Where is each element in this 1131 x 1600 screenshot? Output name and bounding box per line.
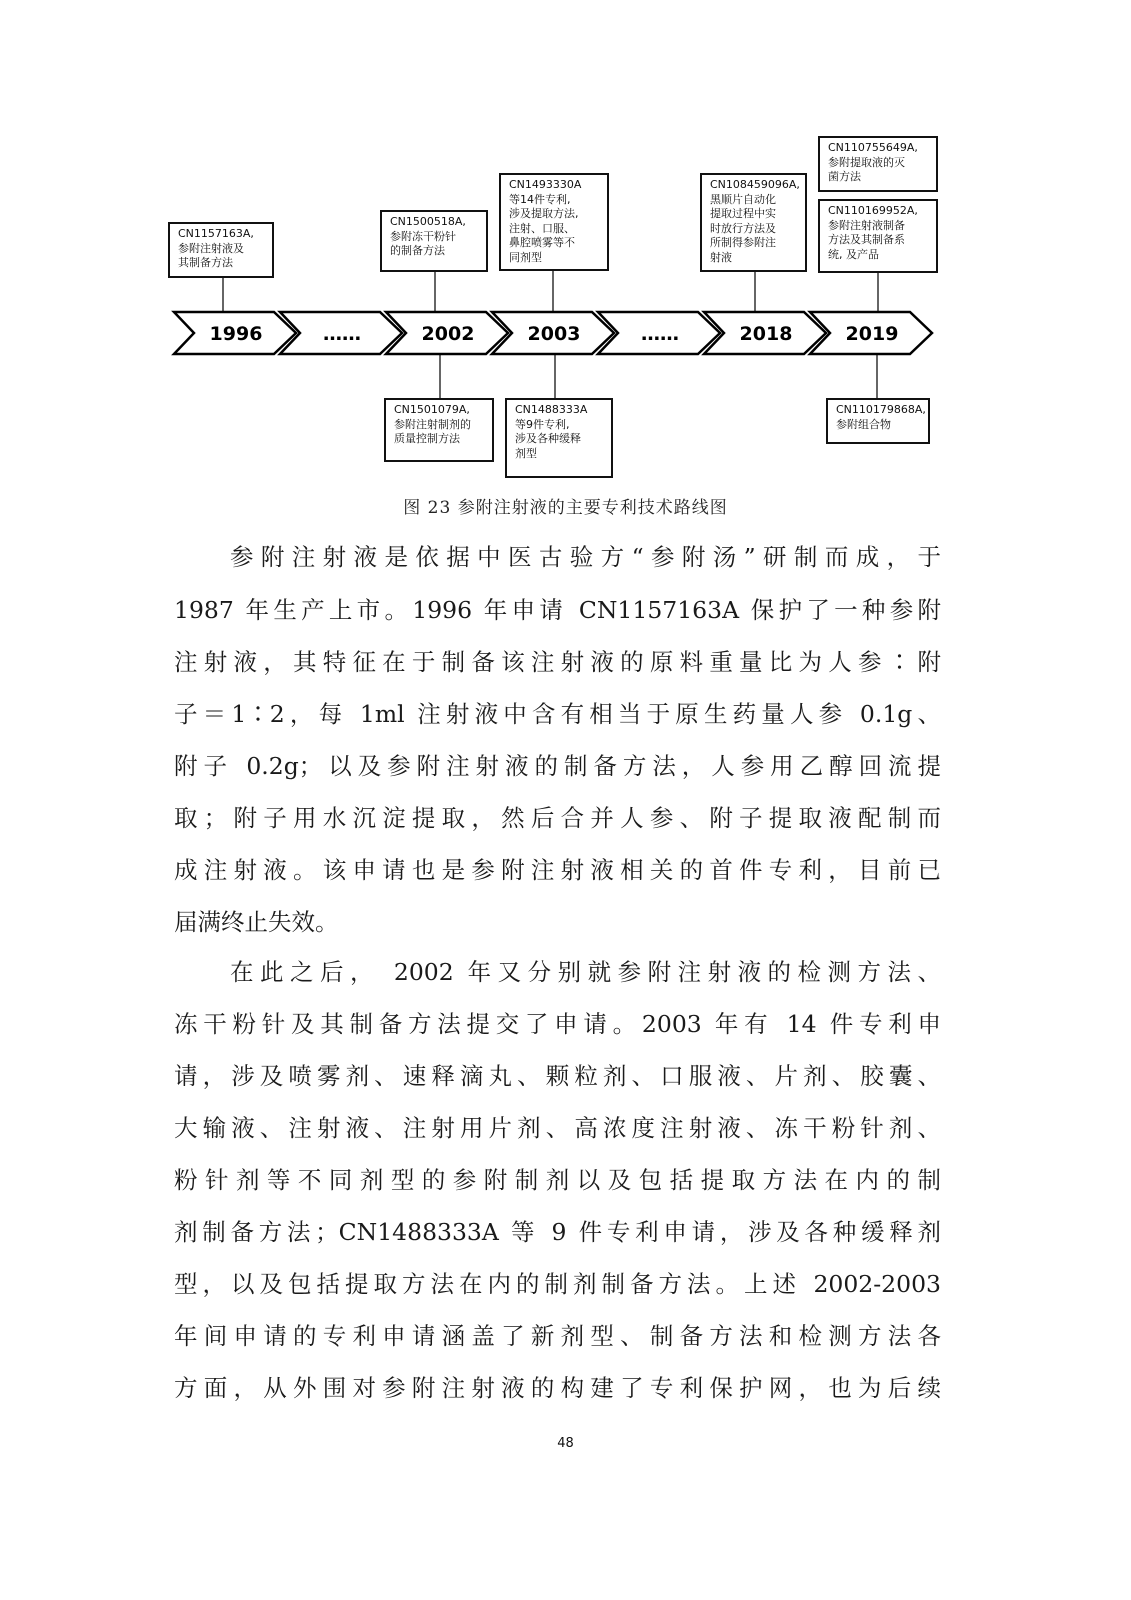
patent-line: CN1500518A, (390, 215, 466, 228)
patent-box-2019-bottom (826, 398, 930, 444)
patent-box-2003-top (499, 173, 609, 271)
year-chevrons (174, 312, 932, 354)
body-line: 年间申请的专利申请涵盖了新剂型、制备方法和检测方法各 (174, 1322, 941, 1350)
body-line: 子＝1∶2，每 1ml 注射液中含有相当于原生药量人参 0.1g、 (174, 700, 941, 728)
body-line: 成注射液。该申请也是参附注射液相关的首件专利，目前已 (174, 856, 941, 884)
body-line: 冻干粉针及其制备方法提交了申请。2003 年有 14 件专利申 (174, 1010, 941, 1038)
patent-line: 同剂型 (509, 250, 542, 264)
body-line: 型，以及包括提取方法在内的制剂制备方法。上述 2002-2003 (174, 1270, 941, 1298)
patent-line: 方法及其制备系 (828, 233, 905, 246)
body-line: 参附注射液是依据中医古验方“参附汤”研制而成，于 (230, 543, 941, 571)
body-line: 粉针剂等不同剂型的参附制剂以及包括提取方法在内的制 (174, 1166, 941, 1194)
year-label: 2019 (845, 323, 899, 345)
patent-line: 射液 (710, 250, 732, 264)
year-label: 1996 (209, 323, 263, 345)
patent-line: 等9件专利, (515, 417, 570, 431)
patent-line: 等14件专利, (509, 192, 571, 206)
patent-line: CN110755649A, (828, 141, 918, 154)
patent-line: 统, 及产品 (828, 247, 879, 261)
patent-box-2002-bottom (384, 398, 494, 462)
patent-line: 其制备方法 (178, 256, 233, 269)
page-number: 48 (557, 1436, 574, 1451)
patent-line: 菌方法 (828, 170, 861, 183)
patent-line: 涉及提取方法, (509, 207, 579, 220)
patent-line: 鼻腔喷雾等不 (509, 236, 575, 249)
patent-line: CN108459096A, (710, 178, 800, 191)
patent-line: 参附组合物 (836, 417, 891, 431)
year-label: …… (641, 323, 679, 345)
patent-line: 黑顺片自动化 (710, 192, 776, 206)
patent-line: 注射、口服、 (509, 221, 575, 235)
patent-line: 参附提取液的灭 (828, 155, 905, 169)
patent-box-2003-bottom (505, 398, 613, 478)
patent-line: CN1157163A, (178, 227, 254, 240)
patent-line: 参附注射液及 (178, 241, 244, 255)
patent-line: CN1493330A (509, 178, 582, 191)
body-line: 注射液，其特征在于制备该注射液的原料重量比为人参∶附 (174, 648, 941, 676)
patent-line: 质量控制方法 (394, 432, 460, 445)
patent-line: 参附注射液制备 (828, 218, 905, 232)
body-line: 大输液、注射液、注射用片剂、高浓度注射液、冻干粉针剂、 (174, 1114, 941, 1142)
body-line: 在此之后， 2002 年又分别就参附注射液的检测方法、 (230, 958, 941, 986)
patent-line: CN1488333A (515, 403, 588, 416)
patent-line: CN110179868A, (836, 403, 926, 416)
patent-line: CN1501079A, (394, 403, 470, 416)
patent-line: 所制得参附注 (710, 236, 776, 249)
patent-box-2019-b (818, 199, 938, 273)
patent-box-1996 (168, 222, 274, 278)
year-label: 2002 (421, 323, 475, 345)
patent-box-2002-top (380, 210, 488, 272)
year-label: …… (323, 323, 361, 345)
patent-line: CN110169952A, (828, 204, 918, 217)
patent-box-2018 (700, 173, 807, 272)
patent-line: 剂型 (515, 446, 537, 460)
patent-box-2019-a (818, 136, 938, 192)
body-line: 附子 0.2g；以及参附注射液的制备方法，人参用乙醇回流提 (174, 752, 941, 780)
patent-line: 时放行方法及 (710, 221, 776, 235)
patent-line: 提取过程中实 (710, 207, 776, 220)
figure-caption: 图 23 参附注射液的主要专利技术路线图 (403, 498, 728, 518)
patent-line: 涉及各种缓释 (515, 432, 581, 445)
body-line: 取；附子用水沉淀提取，然后合并人参、附子提取液配制而 (174, 804, 941, 832)
body-line: 剂制备方法；CN1488333A 等 9 件专利申请，涉及各种缓释剂 (174, 1218, 941, 1246)
body-line: 请，涉及喷雾剂、速释滴丸、颗粒剂、口服液、片剂、胶囊、 (174, 1062, 941, 1090)
year-label: 2003 (527, 323, 581, 345)
patent-line: 参附冻干粉针 (390, 229, 456, 243)
patent-line: 的制备方法 (390, 244, 445, 257)
body-line: 1987 年生产上市。1996 年申请 CN1157163A 保护了一种参附 (174, 596, 941, 624)
patent-line: 参附注射制剂的 (394, 417, 471, 431)
year-label: 2018 (739, 323, 793, 345)
body-line: 方面，从外围对参附注射液的构建了专利保护网，也为后续 (174, 1374, 941, 1402)
body-line: 届满终止失效。 (174, 908, 339, 936)
